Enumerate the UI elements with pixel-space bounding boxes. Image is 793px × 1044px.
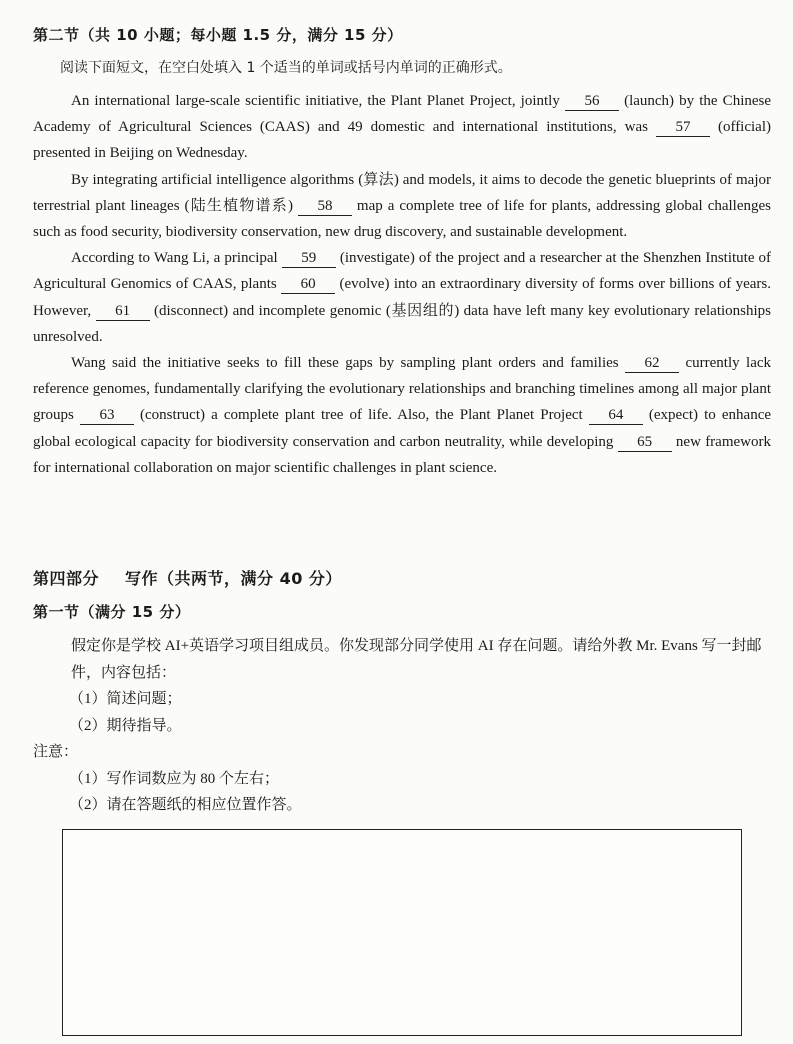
- passage-text: An international large-scale scientific initiative, the Plant Planet Project, jointly: [71, 93, 560, 109]
- blank-61[interactable]: 61: [96, 302, 150, 321]
- passage-text: Wang said the initiative seeks to fill these gaps by sampling plant orders and families: [71, 355, 619, 372]
- passage-text: map a complete tree of life for plants, addressing global challenges such as food security, biodiversity conservation, new drug discovery, and sustainable development.: [33, 197, 771, 241]
- blank-60[interactable]: 60: [281, 275, 335, 294]
- requirement-item: （1）简述问题；: [69, 691, 182, 707]
- passage-paragraph-4: [33, 350, 771, 481]
- writing-section-title: 第一节（满分 15 分）: [33, 603, 191, 621]
- blank-65[interactable]: 65: [618, 433, 672, 452]
- blank-56[interactable]: 56: [565, 92, 619, 111]
- passage-text: (investigate) of the project and a researcher at the Shenzhen Institute of Agricultural Genomics of CAAS, plants: [33, 250, 772, 293]
- passage-text: new framework for international collaboration on major scientific challenges in plant science.: [33, 433, 771, 476]
- writing-prompt: 假定你是学校 AI+英语学习项目组成员。你发现部分同学使用 AI 存在问题。请给外教 Mr. Evans 写一封邮件，内容包括：: [71, 638, 762, 681]
- passage-text: By integrating artificial intelligence algorithms (算法) and models, it aims to decode the genetic blueprints of major terrestrial plant lineages (陆生植物谱系): [33, 171, 771, 214]
- requirement-item: （2）期待指导。: [69, 717, 182, 734]
- passage-paragraph-1: [33, 88, 771, 167]
- blank-62[interactable]: 62: [625, 354, 679, 373]
- part-title: 写作（共两节，满分 40 分）: [125, 569, 342, 588]
- blank-57[interactable]: 57: [656, 118, 710, 137]
- writing-task: [33, 633, 771, 819]
- passage-text: (evolve) into an extraordinary diversity of forms over billions of years. However,: [33, 276, 772, 319]
- part-heading: [33, 566, 342, 589]
- note-item: （2）请在答题纸的相应位置作答。: [69, 797, 302, 813]
- section-instruction: 阅读下面短文，在空白处填入 1 个适当的单词或括号内单词的正确形式。: [60, 60, 512, 76]
- answer-box[interactable]: [62, 829, 742, 1036]
- blank-59[interactable]: 59: [282, 249, 336, 268]
- passage-text: (construct) a complete plant tree of life. Also, the Plant Planet Project: [140, 407, 583, 424]
- passage-text: (launch) by the Chinese Academy of Agricultural Sciences (CAAS) and 49 domestic and international institutions, was: [33, 93, 772, 136]
- note-item: （1）写作词数应为 80 个左右；: [69, 770, 280, 787]
- passage-paragraph-3: [33, 245, 771, 350]
- passage-text: (disconnect) and incomplete genomic (基因组的) data have left many key evolutionary relationships unresolved.: [33, 302, 771, 345]
- cloze-passage: [33, 88, 771, 481]
- passage-paragraph-2: [33, 167, 771, 246]
- part-label: 第四部分: [33, 569, 100, 588]
- note-label: 注意：: [33, 744, 79, 760]
- blank-58[interactable]: 58: [298, 197, 352, 216]
- blank-63[interactable]: 63: [80, 406, 134, 425]
- blank-64[interactable]: 64: [589, 406, 643, 425]
- passage-text: (official) presented in Beijing on Wednesday.: [33, 119, 771, 162]
- passage-text: currently lack reference genomes, fundamentally clarifying the evolutionary relationships and branching timelines among all major plant groups: [33, 355, 772, 424]
- passage-text: (expect) to enhance global ecological capacity for biodiversity conservation and carbon neutrality, while developing: [33, 407, 772, 450]
- passage-text: According to Wang Li, a principal: [71, 250, 278, 267]
- section-title: 第二节（共 10 小题；每小题 1.5 分，满分 15 分）: [33, 26, 403, 44]
